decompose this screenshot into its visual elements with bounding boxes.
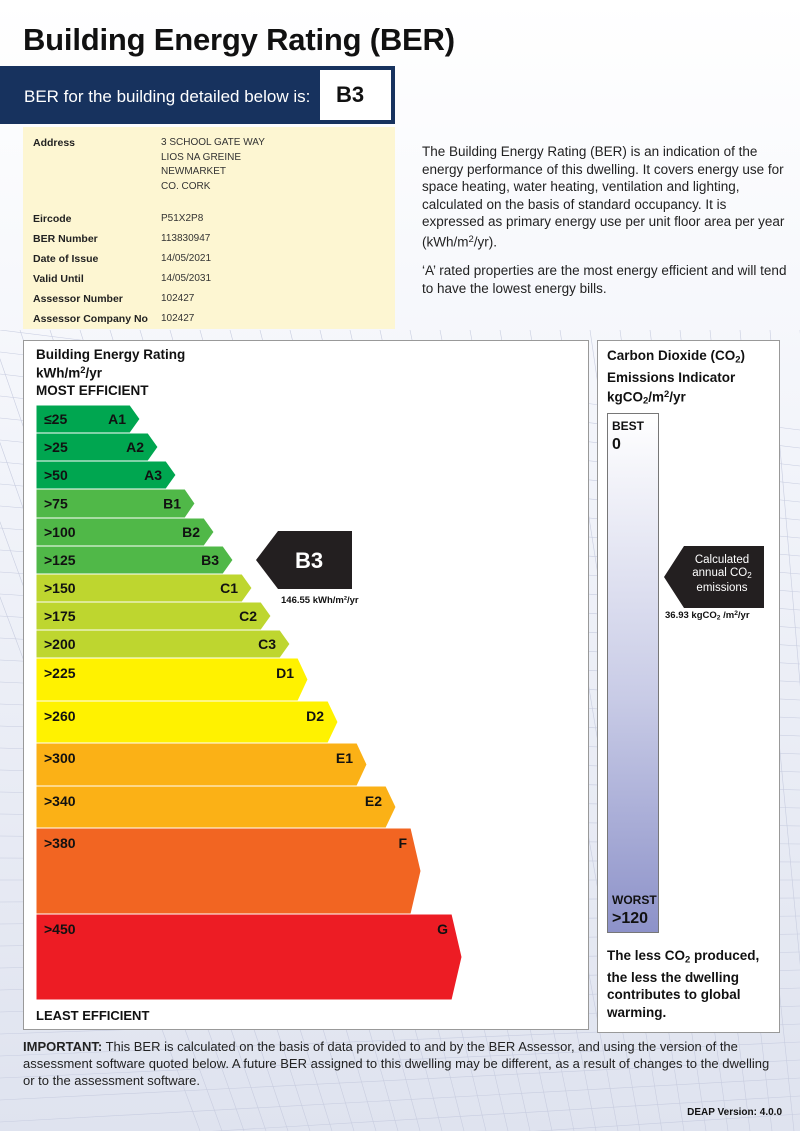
detail-value: P51X2P8 — [161, 213, 204, 224]
ber-band-range: >50 — [44, 467, 68, 483]
detail-label: Date of Issue — [33, 253, 99, 265]
co2-title-text-end: ) — [740, 348, 746, 363]
intro-superscript: 2 — [468, 233, 474, 245]
detail-value: 102427 — [161, 313, 195, 324]
unit-text-end: /yr — [85, 365, 103, 381]
detail-value: 102427 — [161, 293, 195, 304]
rating-banner-value: B3 — [320, 70, 391, 120]
detail-label: BER Number — [33, 233, 98, 245]
co2-footer-text — [607, 947, 777, 1021]
ber-band-bar — [36, 786, 396, 828]
ber-indicator-label: B3 — [294, 548, 324, 573]
ber-band-bar — [36, 743, 367, 786]
intro-paragraph-2: ‘A’ rated properties are the most energy efficient and will tend to have the lowest energy bills. — [422, 263, 787, 296]
ber-band-label: A2 — [126, 439, 144, 455]
ber-band-c1 — [36, 574, 252, 602]
ber-band-label: E2 — [364, 793, 382, 809]
detail-label: Assessor Number — [33, 293, 123, 305]
co2-title — [607, 347, 777, 410]
co2-worst-value: >120 — [612, 910, 649, 927]
ber-band-b2 — [36, 518, 214, 546]
ber-band-c3 — [36, 630, 290, 658]
ber-band-range: >175 — [44, 608, 76, 624]
ber-band-label: A3 — [144, 467, 162, 483]
address-line: LIOS NA GREINE — [161, 151, 242, 163]
detail-label: Eircode — [33, 213, 72, 225]
co2-best-value: 0 — [612, 436, 621, 453]
ber-band-bar — [36, 701, 338, 743]
ber-band-label: D2 — [306, 708, 324, 724]
detail-value — [161, 136, 381, 194]
ber-band-range: >125 — [44, 552, 76, 568]
co2-value-subscript: 2 — [716, 614, 721, 622]
detail-label: Valid Until — [33, 273, 84, 285]
ber-band-range: >225 — [44, 665, 76, 681]
ber-band-label: C2 — [239, 608, 257, 624]
ber-band-label: G — [437, 921, 448, 937]
ber-band-range: >200 — [44, 636, 76, 652]
address-line: NEWMARKET — [161, 166, 226, 177]
intro-text-end: /yr). — [473, 233, 497, 249]
co2-indicator-line1: Calculated — [694, 554, 750, 566]
important-text: This BER is calculated on the basis of data provided to and by the BER Assessor, and using the version of the assessment software quoted below. A future BER assigned to this dwelling may be different, as a result of changes to the dwelling or to the assessment software. — [23, 1039, 770, 1088]
detail-label: Address — [33, 137, 76, 149]
co2-unit-text-end: /yr — [669, 389, 686, 405]
rating-banner-text: BER for the building detailed below is: — [24, 87, 311, 106]
ber-band-bar — [36, 914, 462, 1000]
co2-indicator-value — [665, 610, 750, 622]
ber-band-range: >450 — [44, 921, 76, 937]
co2-value-text: 36.93 kgCO — [665, 610, 717, 621]
co2-worst-label: WORST — [612, 893, 657, 907]
detail-value: 113830947 — [161, 233, 211, 244]
document-title: Building Energy Rating (BER) — [23, 22, 455, 57]
unit-text: kWh/m — [36, 365, 81, 381]
co2-title-subscript: 2 — [735, 354, 741, 366]
rating-banner — [0, 66, 395, 124]
ber-band-bar — [36, 658, 308, 701]
ber-indicator — [256, 531, 359, 606]
ber-band-label: C3 — [258, 636, 276, 652]
least-efficient-label: LEAST EFFICIENT — [36, 1008, 150, 1023]
co2-indicator-line3: emissions — [696, 582, 748, 594]
co2-value-text-end: /yr — [737, 610, 750, 621]
detail-value: 14/05/2031 — [161, 273, 212, 284]
co2-indicator-line2: annual CO — [692, 567, 748, 579]
ber-band-d1 — [36, 658, 308, 701]
co2-indicator-subscript: 2 — [747, 571, 752, 580]
ber-band-range: ≤25 — [44, 411, 68, 427]
co2-indicator-label — [684, 554, 760, 595]
important-label: IMPORTANT: — [23, 1039, 103, 1054]
co2-footer-start: The less CO — [607, 948, 686, 963]
ber-band-a3 — [36, 461, 176, 489]
building-details-box — [23, 127, 395, 329]
co2-unit-superscript: 2 — [664, 389, 670, 401]
intro-text: The Building Energy Rating (BER) is an indication of the energy performance of this dwelling. It covers energy use for space heating, water heating, ventilation and lighting, calculated on the basis of standard occupancy. It is expressed as primary energy use per unit floor area per year (kWh/m — [422, 144, 785, 249]
ber-band-c2 — [36, 602, 271, 630]
important-note — [23, 1038, 783, 1089]
ber-band-range: >25 — [44, 439, 68, 455]
unit-superscript: 2 — [80, 365, 86, 376]
ber-band-label: B1 — [163, 495, 181, 512]
ber-band-d2 — [36, 701, 338, 743]
co2-footer-end: produced, the less the dwelling contributes to global warming. — [607, 948, 760, 1020]
ber-band-a2 — [36, 433, 158, 461]
ber-band-label: B3 — [201, 552, 219, 568]
ber-indicator-value: 146.55 kWh/m²/yr — [281, 595, 359, 606]
ber-band-f — [36, 828, 421, 914]
ber-band-range: >380 — [44, 835, 76, 851]
co2-value-superscript: 2 — [734, 610, 738, 618]
ber-band-label: D1 — [276, 665, 294, 681]
ber-bars — [24, 341, 590, 1031]
address-line: 3 SCHOOL GATE WAY — [161, 137, 265, 148]
detail-value: 14/05/2021 — [161, 253, 212, 264]
deap-version: DEAP Version: 4.0.0 — [687, 1107, 782, 1118]
ber-scale-panel — [23, 340, 589, 1030]
ber-band-range: >260 — [44, 708, 76, 724]
ber-band-e1 — [36, 743, 367, 786]
co2-unit-subscript: 2 — [643, 395, 649, 407]
ber-band-label: E1 — [335, 750, 353, 766]
ber-scale-title: Building Energy Rating — [36, 347, 186, 362]
co2-footer-subscript: 2 — [685, 954, 691, 966]
co2-scale-bar — [607, 413, 659, 933]
co2-unit-text: kgCO — [607, 389, 644, 405]
ber-band-range: >340 — [44, 793, 76, 809]
co2-title-line2: Emissions Indicator — [607, 369, 736, 385]
most-efficient-label: MOST EFFICIENT — [36, 383, 149, 398]
co2-title-text: Carbon Dioxide (CO — [607, 348, 736, 363]
detail-label: Assessor Company No — [33, 313, 148, 325]
ber-band-label: F — [398, 835, 407, 851]
ber-band-range: >100 — [44, 524, 76, 540]
co2-value-text-mid: /m — [720, 610, 735, 621]
ber-band-b3 — [36, 546, 233, 574]
co2-panel — [597, 340, 780, 1033]
co2-unit-text-mid: /m — [648, 389, 665, 405]
address-line: CO. CORK — [161, 180, 211, 192]
ber-band-g — [36, 914, 462, 1000]
ber-band-range: >75 — [44, 495, 68, 512]
ber-band-label: C1 — [220, 580, 238, 596]
ber-band-bar — [36, 828, 421, 914]
ber-band-label: A1 — [108, 411, 126, 427]
intro-paragraph — [422, 143, 787, 250]
ber-band-a1 — [36, 405, 140, 433]
ber-band-label: B2 — [182, 524, 200, 540]
co2-best-label: BEST — [612, 419, 645, 433]
ber-band-b1 — [36, 489, 195, 518]
ber-band-e2 — [36, 786, 396, 828]
ber-band-range: >300 — [44, 750, 76, 766]
ber-band-range: >150 — [44, 580, 76, 596]
